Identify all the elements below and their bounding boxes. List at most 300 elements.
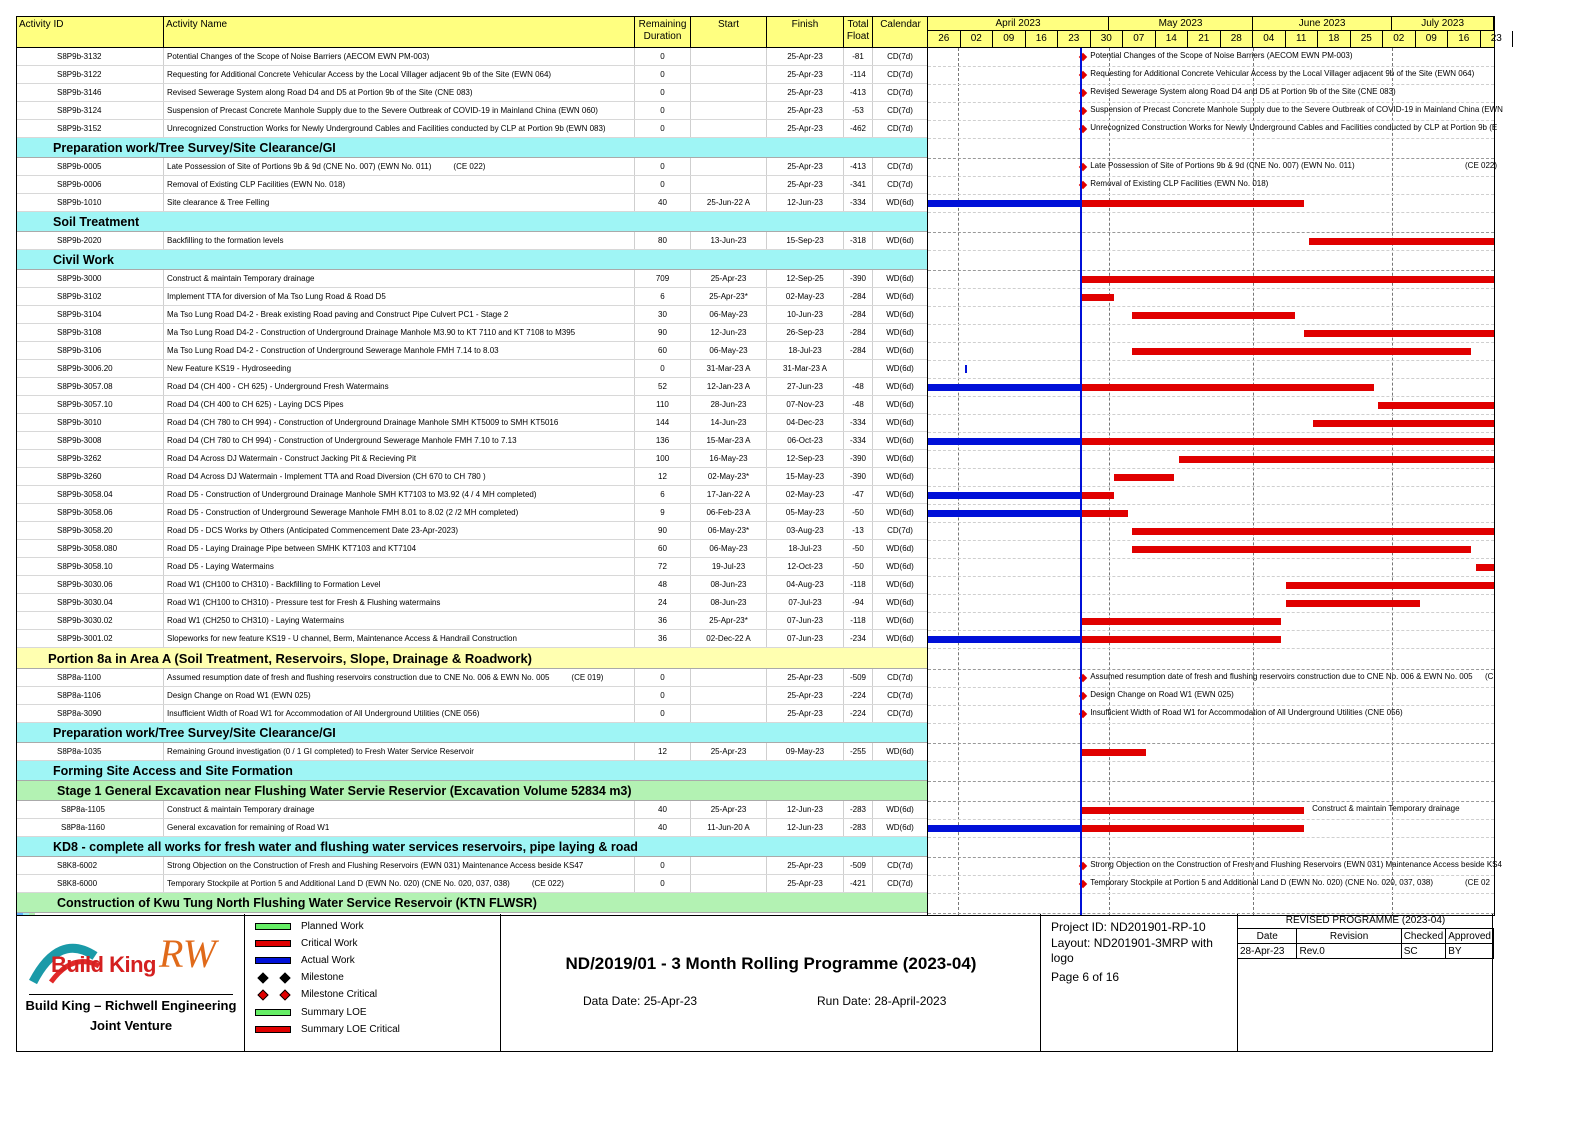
- cell-cal-text: CD(7d): [887, 673, 913, 682]
- group-title: Construction of Kwu Tung North Flushing Water Service Reservoir (KTN FLWSR): [57, 895, 537, 910]
- milestone-label: Temporary Stockpile at Portion 5 and Additional Land D (EWN No. 020) (CNE No. 020, 037, 038): [1090, 878, 1434, 887]
- cell-start: [691, 270, 767, 287]
- cell-tf-text: -421: [849, 879, 866, 888]
- cell-cal-text: WD(6d): [886, 598, 914, 607]
- activity-row[interactable]: [17, 801, 928, 819]
- group-header-row[interactable]: [17, 723, 928, 743]
- cell-rd: [635, 630, 691, 647]
- header-finish[interactable]: Finish: [767, 17, 844, 47]
- cell-cal: [873, 558, 928, 575]
- cell-tf: [844, 432, 873, 449]
- activity-row[interactable]: [17, 288, 928, 306]
- cell-rd: [635, 857, 691, 874]
- row-gridline: [928, 594, 1494, 595]
- cell-id-text: S8P8a-1160: [61, 823, 105, 832]
- legend-swatch: [255, 1026, 291, 1033]
- cell-id: [41, 819, 164, 836]
- row-gridline: [928, 324, 1494, 325]
- cell-tf: [844, 324, 873, 341]
- cell-rd: [635, 875, 691, 892]
- cell-rd-text: 0: [660, 364, 665, 373]
- critical-work-bar[interactable]: [1081, 294, 1114, 301]
- cell-rd: [635, 450, 691, 467]
- cell-start-text: 25-Apr-23: [710, 805, 747, 814]
- cell-finish: [767, 342, 844, 359]
- critical-work-bar[interactable]: [1081, 510, 1127, 517]
- cell-cal: [873, 612, 928, 629]
- cell-name-text: Implement TTA for diversion of Ma Tso Lung Road & Road D5: [167, 292, 386, 301]
- cell-cal-text: WD(6d): [886, 747, 914, 756]
- cell-name: [164, 324, 635, 341]
- cell-tf: [844, 176, 873, 193]
- activity-row[interactable]: [17, 576, 928, 594]
- cell-cal: [873, 414, 928, 431]
- cell-name-text: Road W1 (CH100 to CH310) - Pressure test for Fresh & Flushing watermains: [167, 598, 441, 607]
- cell-rd: [635, 102, 691, 119]
- critical-work-bar[interactable]: [1313, 420, 1494, 427]
- cell-cal-text: CD(7d): [887, 526, 913, 535]
- group-header-row[interactable]: [17, 648, 928, 669]
- cell-cal: [873, 342, 928, 359]
- programme-title: ND/2019/01 - 3 Month Rolling Programme (2023-04): [565, 954, 977, 973]
- cell-cal: [873, 360, 928, 377]
- cell-start: [691, 558, 767, 575]
- cell-finish-text: 31-Mar-23 A: [782, 364, 828, 373]
- bar-label: Construct & maintain Temporary drainage: [1312, 804, 1460, 813]
- actual-work-bar[interactable]: [928, 492, 1081, 499]
- cell-start: [691, 576, 767, 593]
- milestone-label: Revised Sewerage System along Road D4 and D5 at Portion 9b of the Site (CNE 083): [1090, 87, 1396, 96]
- cell-tf: [844, 819, 873, 836]
- cell-name: [164, 194, 635, 211]
- cell-finish-text: 25-Apr-23: [787, 673, 823, 682]
- group-header-row[interactable]: [17, 212, 928, 232]
- legend-swatch: [255, 1009, 291, 1016]
- cell-start: [691, 158, 767, 175]
- row-gridline: [928, 414, 1494, 415]
- cell-name-text: Road D4 Across DJ Watermain - Construct Jacking Pit & Recieving Pit: [167, 454, 417, 463]
- revision-header-checked: Checked: [1401, 929, 1445, 944]
- cell-rd-text: 6: [660, 490, 665, 499]
- cell-name: [164, 48, 635, 65]
- cell-start: [691, 540, 767, 557]
- month-label: April 2023: [928, 17, 1109, 31]
- cell-rd-text: 60: [658, 346, 667, 355]
- activity-row[interactable]: [17, 120, 928, 138]
- legend-item: [255, 936, 357, 950]
- cell-start: [691, 232, 767, 249]
- cell-id: [35, 576, 164, 593]
- critical-work-bar[interactable]: [1132, 546, 1471, 553]
- cell-cal: [873, 594, 928, 611]
- cell-tf-text: -53: [852, 106, 864, 115]
- group-title: Portion 8a in Area A (Soil Treatment, Reservoirs, Slope, Drainage & Roadwork): [48, 650, 533, 666]
- cell-rd: [635, 801, 691, 818]
- cell-name: [164, 743, 635, 760]
- cell-rd: [635, 414, 691, 431]
- cell-finish: [767, 414, 844, 431]
- activity-row[interactable]: [17, 875, 928, 893]
- cell-tf-text: -334: [849, 418, 866, 427]
- row-gridline: [928, 250, 1494, 251]
- revision-table: [1237, 928, 1494, 959]
- cell-cal-text: WD(6d): [886, 292, 914, 301]
- cell-cal-text: WD(6d): [886, 400, 914, 409]
- cell-finish: [767, 540, 844, 557]
- cell-tf: [844, 306, 873, 323]
- cell-rd-text: 0: [660, 162, 665, 171]
- group-header-row[interactable]: [17, 893, 928, 913]
- cell-cal: [873, 288, 928, 305]
- activity-row[interactable]: [17, 324, 928, 342]
- activity-row[interactable]: [17, 306, 928, 324]
- cell-finish: [767, 120, 844, 137]
- cell-id-text: S8P9b-3146: [57, 88, 102, 97]
- cell-tf-text: -50: [852, 544, 864, 553]
- cell-rd-text: 90: [658, 526, 667, 535]
- header-activity-name[interactable]: Activity Name: [164, 17, 635, 47]
- activity-row[interactable]: [17, 378, 928, 396]
- cell-id-text: S8P8a-1105: [61, 805, 105, 814]
- cell-tf-text: -118: [850, 616, 866, 625]
- group-header-row[interactable]: [17, 837, 928, 857]
- activity-row[interactable]: [17, 612, 928, 630]
- activity-row[interactable]: [17, 594, 928, 612]
- activity-row[interactable]: [17, 432, 928, 450]
- month-gridline: [1392, 48, 1393, 915]
- cell-id: [35, 486, 164, 503]
- cell-start-text: 02-Dec-22 A: [706, 634, 751, 643]
- cell-start-text: 06-May-23: [709, 310, 748, 319]
- activity-row[interactable]: [17, 540, 928, 558]
- cell-start-text: 25-Apr-23*: [709, 292, 748, 301]
- cell-tf: [844, 540, 873, 557]
- cell-name: [164, 270, 635, 287]
- month-gridline: [958, 48, 959, 915]
- cell-id: [35, 414, 164, 431]
- cell-cal: [873, 324, 928, 341]
- critical-work-bar[interactable]: [1081, 807, 1304, 814]
- legend-diamond-icon: [255, 991, 293, 999]
- cell-finish-text: 12-Sep-25: [786, 274, 824, 283]
- table-header: [17, 17, 928, 48]
- cell-finish: [767, 288, 844, 305]
- cell-rd-text: 9: [660, 508, 665, 517]
- cell-rd: [635, 324, 691, 341]
- cell-id: [35, 288, 164, 305]
- cell-finish-text: 15-May-23: [785, 472, 825, 481]
- cell-id: [35, 342, 164, 359]
- cell-start-text: 17-Jan-22 A: [706, 490, 751, 499]
- cell-tf-text: -114: [850, 70, 866, 79]
- activity-row[interactable]: [17, 630, 928, 648]
- cell-id-text: S8P9b-3122: [57, 70, 102, 79]
- milestone-label: Requesting for Additional Concrete Vehicular Access by the Local Villager adjacent 9b of the Site (EWN 064): [1090, 69, 1475, 78]
- cell-id-text: S8K8-6002: [57, 861, 98, 870]
- week-label: 14: [1156, 31, 1189, 47]
- cell-name: [164, 120, 635, 137]
- cell-finish: [767, 630, 844, 647]
- cell-name: [164, 522, 635, 539]
- cell-tf: [844, 522, 873, 539]
- critical-work-bar[interactable]: [1286, 600, 1421, 607]
- actual-work-bar[interactable]: [928, 510, 1081, 517]
- critical-work-bar[interactable]: [1081, 492, 1114, 499]
- header-calendar[interactable]: Calendar: [880, 19, 921, 30]
- cell-id: [35, 705, 164, 722]
- cell-finish-text: 10-Jun-23: [786, 310, 824, 319]
- activity-row[interactable]: [17, 176, 928, 194]
- row-gridline: [928, 893, 1494, 894]
- cell-tf-text: -284: [849, 310, 866, 319]
- cell-cal-text: WD(6d): [886, 544, 914, 553]
- header-start[interactable]: Start: [691, 17, 767, 47]
- cell-name-text: Assumed resumption date of fresh and flushing reservoirs construction due to CNE No. 006 & EWN No. 005: [167, 673, 550, 682]
- cell-tf: [844, 396, 873, 413]
- row-gridline: [928, 194, 1494, 195]
- cell-id: [35, 270, 164, 287]
- cell-name: [164, 468, 635, 485]
- group-title: Forming Site Access and Site Formation: [53, 763, 293, 778]
- actual-work-bar[interactable]: [928, 636, 1081, 643]
- cell-id: [35, 669, 164, 686]
- week-label: 04: [1253, 31, 1286, 47]
- row-gridline: [928, 669, 1494, 670]
- cell-rd: [635, 504, 691, 521]
- cell-name-text: Revised Sewerage System along Road D4 and D5 at Portion 9b of the Site (CNE 083): [167, 88, 473, 97]
- cell-start: [691, 450, 767, 467]
- cell-rd-text: 136: [655, 436, 670, 445]
- critical-work-bar[interactable]: [1179, 456, 1494, 463]
- cell-id: [35, 630, 164, 647]
- critical-work-bar[interactable]: [1081, 618, 1281, 625]
- activity-row[interactable]: [17, 270, 928, 288]
- activity-row[interactable]: [17, 66, 928, 84]
- cell-name: [164, 396, 635, 413]
- row-gridline: [928, 468, 1494, 469]
- cell-cal: [873, 504, 928, 521]
- actual-work-bar[interactable]: [928, 384, 1081, 391]
- cell-cal: [873, 194, 928, 211]
- activity-row[interactable]: [17, 486, 928, 504]
- data-date-line: [1080, 48, 1082, 915]
- revision-approved: BY: [1446, 944, 1494, 959]
- cell-cal-text: WD(6d): [886, 418, 914, 427]
- cell-rd: [635, 612, 691, 629]
- week-label: 23: [1481, 31, 1514, 47]
- activity-row[interactable]: [17, 468, 928, 486]
- cell-rd-text: 52: [658, 382, 667, 391]
- activity-row[interactable]: [17, 48, 928, 66]
- critical-work-bar[interactable]: [1081, 276, 1494, 283]
- cell-finish: [767, 232, 844, 249]
- cell-rd-text: 100: [655, 454, 670, 463]
- row-gridline: [928, 801, 1494, 802]
- cell-cal-text: WD(6d): [886, 346, 914, 355]
- cell-cal-text: WD(6d): [886, 616, 914, 625]
- header-total-float[interactable]: Total Float: [844, 17, 873, 47]
- critical-work-bar[interactable]: [1081, 200, 1304, 207]
- cell-cal-text: WD(6d): [886, 508, 914, 517]
- critical-work-bar[interactable]: [1081, 384, 1374, 391]
- cell-finish: [767, 270, 844, 287]
- cell-id-text: S8P9b-3030.04: [57, 598, 113, 607]
- activity-row[interactable]: [17, 414, 928, 432]
- cell-cal: [873, 687, 928, 704]
- header-remaining-duration[interactable]: Remaining Duration: [635, 17, 691, 47]
- critical-work-bar[interactable]: [1081, 438, 1494, 445]
- activity-row[interactable]: [17, 522, 928, 540]
- cell-start-text: 25-Apr-23: [710, 747, 747, 756]
- cell-finish-text: 12-Jun-23: [786, 198, 824, 207]
- cell-cal-text: CD(7d): [887, 124, 913, 133]
- group-header-row[interactable]: [17, 250, 928, 270]
- cell-id-text: S8P9b-0005: [57, 162, 102, 171]
- cell-name: [164, 414, 635, 431]
- critical-work-bar[interactable]: [1309, 238, 1494, 245]
- actual-work-bar[interactable]: [928, 825, 1081, 832]
- actual-work-bar[interactable]: [928, 200, 1081, 207]
- activity-row[interactable]: [17, 558, 928, 576]
- legend-item: [255, 1005, 367, 1019]
- cell-finish-text: 18-Jul-23: [788, 544, 822, 553]
- cell-finish-text: 25-Apr-23: [787, 52, 823, 61]
- cell-tf: [844, 84, 873, 101]
- cell-finish: [767, 875, 844, 892]
- activity-row[interactable]: [17, 342, 928, 360]
- activity-row[interactable]: [17, 360, 928, 378]
- row-gridline: [928, 761, 1494, 762]
- cell-id: [35, 396, 164, 413]
- critical-work-bar[interactable]: [1286, 582, 1495, 589]
- activity-row[interactable]: [17, 84, 928, 102]
- cell-name: [164, 176, 635, 193]
- row-gridline: [928, 102, 1494, 103]
- cell-id-text: S8P9b-3058.04: [57, 490, 113, 499]
- activity-row[interactable]: [17, 743, 928, 761]
- cell-cal: [873, 801, 928, 818]
- critical-work-bar[interactable]: [1304, 330, 1494, 337]
- cell-tf-text: -341: [849, 180, 866, 189]
- critical-work-bar[interactable]: [1081, 636, 1281, 643]
- cell-cal-text: CD(7d): [887, 879, 913, 888]
- cell-start-text: 15-Mar-23 A: [706, 436, 751, 445]
- cell-cal-text: WD(6d): [886, 472, 914, 481]
- activity-row[interactable]: [17, 705, 928, 723]
- cell-name: [164, 486, 635, 503]
- cell-cal-text: WD(6d): [886, 364, 914, 373]
- activity-row[interactable]: [17, 504, 928, 522]
- cell-finish-text: 07-Jul-23: [788, 598, 822, 607]
- cell-start-text: 06-May-23: [709, 544, 748, 553]
- cell-name-ref: (CE 022): [453, 162, 486, 171]
- row-gridline: [928, 66, 1494, 67]
- critical-work-bar[interactable]: [1081, 825, 1304, 832]
- cell-rd: [635, 232, 691, 249]
- activity-row[interactable]: [17, 158, 928, 176]
- cell-finish-text: 07-Jun-23: [786, 634, 824, 643]
- actual-work-bar[interactable]: [928, 438, 1081, 445]
- critical-work-bar[interactable]: [1476, 564, 1494, 571]
- milestone-label: Potential Changes of the Scope of Noise Barriers (AECOM EWN PM-003): [1090, 51, 1353, 60]
- critical-work-bar[interactable]: [1132, 348, 1471, 355]
- cell-id-text: S8P9b-3000: [57, 274, 102, 283]
- activity-row[interactable]: [17, 857, 928, 875]
- cell-start: [691, 630, 767, 647]
- activity-row[interactable]: [17, 687, 928, 705]
- cell-start: [691, 324, 767, 341]
- critical-work-bar[interactable]: [1132, 312, 1295, 319]
- cell-rd: [635, 270, 691, 287]
- cell-tf: [844, 450, 873, 467]
- cell-rd-text: 30: [658, 310, 667, 319]
- cell-tf: [844, 612, 873, 629]
- group-header-row[interactable]: [17, 138, 928, 158]
- cell-rd-text: 12: [658, 472, 667, 481]
- row-gridline: [928, 396, 1494, 397]
- cell-finish: [767, 432, 844, 449]
- row-gridline: [928, 630, 1494, 631]
- cell-name-text: Road D5 - DCS Works by Others (Anticipated Commencement Date 23-Apr-2023): [167, 526, 459, 535]
- cell-name-text: Design Change on Road W1 (EWN 025): [167, 691, 311, 700]
- cell-cal-text: CD(7d): [887, 861, 913, 870]
- cell-rd-text: 40: [658, 198, 667, 207]
- cell-start-text: 12-Jan-23 A: [706, 382, 751, 391]
- critical-work-bar[interactable]: [1132, 528, 1494, 535]
- cell-rd: [635, 360, 691, 377]
- cell-finish-text: 07-Nov-23: [786, 400, 824, 409]
- cell-cal: [873, 84, 928, 101]
- cell-start: [691, 84, 767, 101]
- cell-finish: [767, 743, 844, 760]
- activity-row[interactable]: [17, 819, 928, 837]
- cell-start: [691, 378, 767, 395]
- group-header-row[interactable]: [17, 761, 928, 781]
- cell-start: [691, 504, 767, 521]
- activity-row[interactable]: [17, 102, 928, 120]
- activity-row[interactable]: [17, 450, 928, 468]
- cell-rd-text: 0: [660, 52, 665, 61]
- cell-name-text: Road D5 - Construction of Underground Drainage Manhole SMH KT7103 to M3.92 (4 / 4 MH completed): [167, 490, 537, 499]
- cell-tf-text: -13: [852, 526, 864, 535]
- cell-cal-text: WD(6d): [886, 580, 914, 589]
- header-activity-id[interactable]: Activity ID: [17, 17, 164, 47]
- critical-work-bar[interactable]: [1114, 474, 1174, 481]
- row-gridline: [928, 342, 1494, 343]
- cell-id: [35, 378, 164, 395]
- cell-tf-text: -94: [852, 598, 864, 607]
- group-header-row[interactable]: [17, 781, 928, 801]
- activity-row[interactable]: [17, 232, 928, 250]
- cell-finish: [767, 558, 844, 575]
- row-gridline: [928, 158, 1494, 159]
- cell-name-text: Road D4 (CH 780 to CH 994) - Construction of Underground Sewerage Manhole FMH 7.10 to 7.13: [167, 436, 517, 445]
- critical-work-bar[interactable]: [1081, 749, 1146, 756]
- activity-row[interactable]: [17, 669, 928, 687]
- critical-work-bar[interactable]: [1378, 402, 1494, 409]
- cell-finish-text: 27-Jun-23: [786, 382, 824, 391]
- cell-rd: [635, 306, 691, 323]
- cell-tf: [844, 232, 873, 249]
- cell-finish: [767, 450, 844, 467]
- cell-tf-text: -48: [852, 382, 864, 391]
- activity-row[interactable]: [17, 194, 928, 212]
- cell-id: [35, 687, 164, 704]
- cell-id: [35, 324, 164, 341]
- cell-cal: [873, 857, 928, 874]
- activity-row[interactable]: [17, 396, 928, 414]
- cell-cal-text: CD(7d): [887, 709, 913, 718]
